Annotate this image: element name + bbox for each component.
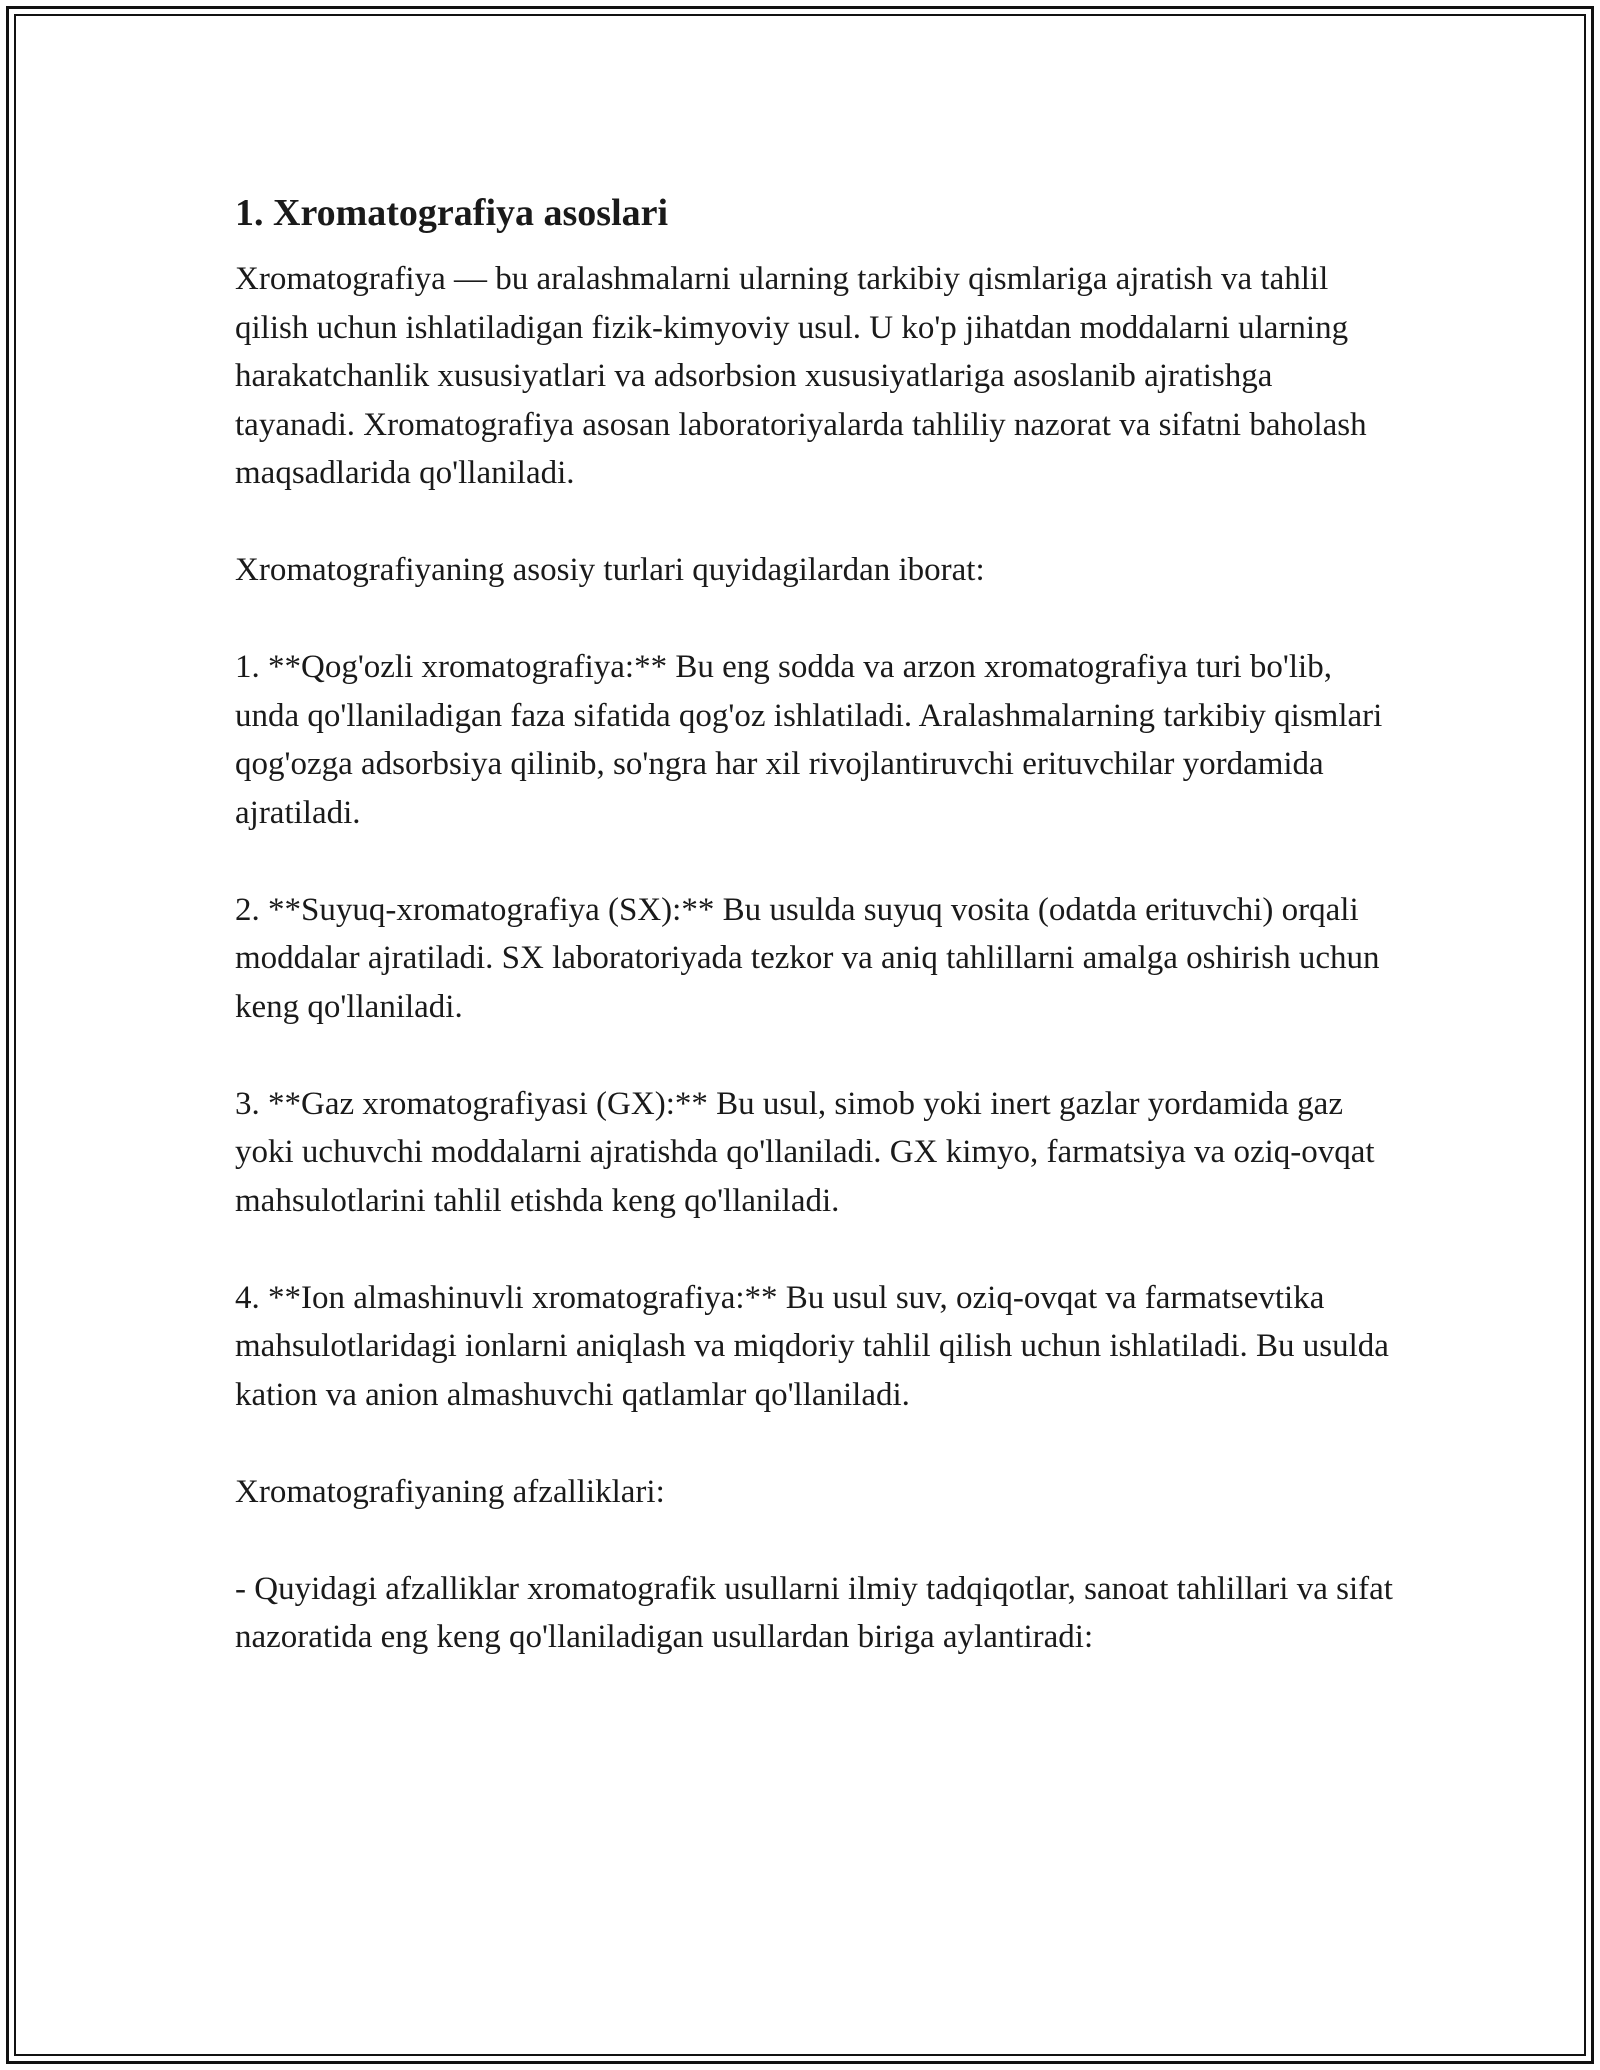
- advantages-bullet-paragraph: - Quyidagi afzalliklar xromatografik usullarni ilmiy tadqiqotlar, sanoat tahlillari va sifat nazoratida eng keng qo'llaniladigan usullardan biriga aylantiradi:: [235, 1570, 1393, 1655]
- intro-paragraph: Xromatografiya — bu aralashmalarni ularning tarkibiy qismlariga ajratish va tahlil qilish uchun ishlatiladigan fizik-kimyoviy usul. U ko'p jihatdan moddalarni ularning harakatchanlik xususiyatlari va adsorbsion xususiyatlariga asoslanib ajratishga tayanadi. Xromatografiya asosan laboratoriyalarda tahliliy nazorat va sifatni baholash maqsadlarida qo'llaniladi.: [235, 261, 1367, 491]
- list-item-gas-chromatography: 3. **Gaz xromatografiyasi (GX):** Bu usul, simob yoki inert gazlar yordamida gaz yoki uchuvchi moddalarni ajratishda qo'llaniladi. GX kimyo, farmatsiya va oziq-ovqat mahsulotlarini tahlil etishda keng qo'llaniladi.: [235, 1085, 1375, 1219]
- document-body: [235, 185, 1395, 1662]
- types-intro-paragraph: Xromatografiyaning asosiy turlari quyidagilardan iborat:: [235, 552, 985, 588]
- list-item-ion-exchange-chromatography: 4. **Ion almashinuvli xromatografiya:** Bu usul suv, oziq-ovqat va farmatsevtika mahsulotlaridagi ionlarni aniqlash va miqdoriy tahlil qilish uchun ishlatiladi. Bu usulda kation va anion almashuvchi qatlamlar qo'llaniladi.: [235, 1279, 1389, 1413]
- list-item-paper-chromatography: 1. **Qog'ozli xromatografiya:** Bu eng sodda va arzon xromatografiya turi bo'lib, unda qo'llaniladigan faza sifatida qog'oz ishlatiladi. Aralashmalarning tarkibiy qismlari qog'ozga adsorbsiya qilinib, so'ngra har xil rivojlantiruvchi erituvchilar yordamida ajratiladi.: [235, 649, 1383, 831]
- advantages-heading-paragraph: Xromatografiyaning afzalliklari:: [235, 1473, 665, 1510]
- list-item-liquid-chromatography: 2. **Suyuq-xromatografiya (SX):** Bu usulda suyuq vosita (odatda erituvchi) orqali moddalar ajratiladi. SX laboratoriyada tezkor va aniq tahlillarni amalga oshirish uchun keng qo'llaniladi.: [235, 891, 1380, 1025]
- section-heading: 1. Xromatografiya asoslari: [235, 192, 669, 234]
